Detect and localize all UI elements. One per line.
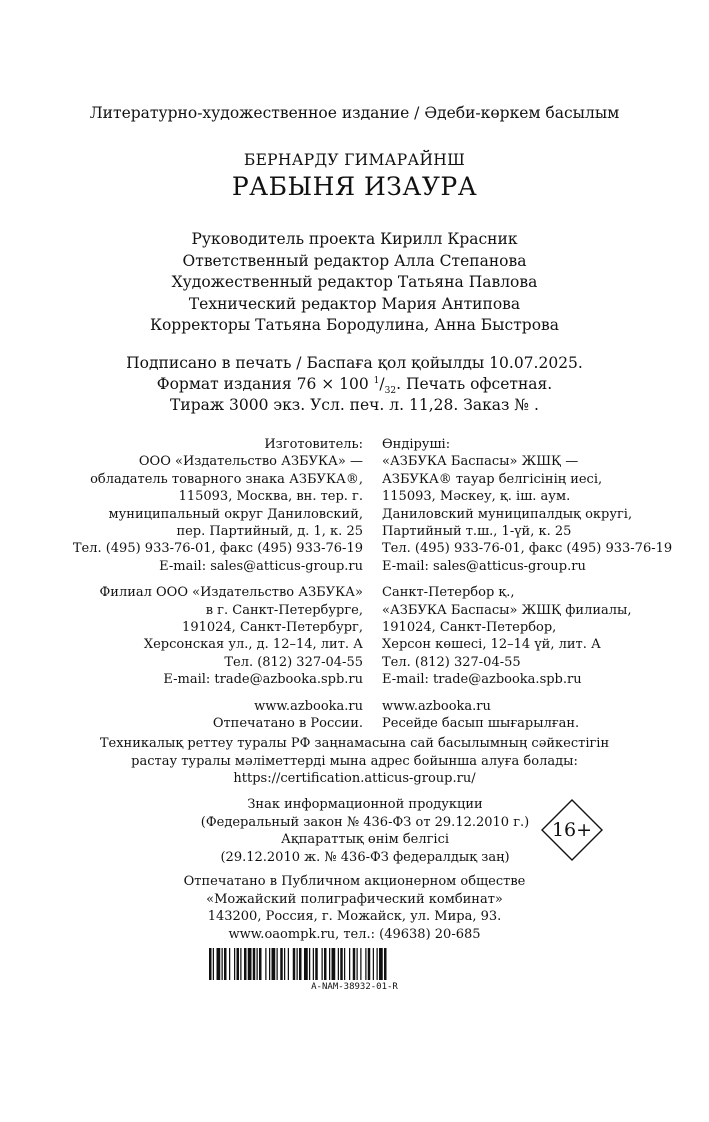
manufacturer-ru-line: E-mail: sales@atticus-group.ru [159,558,363,574]
manufacturer-kz-line: Тел. (495) 933-76-01, факс (495) 933-76-19 [382,541,673,557]
printer-line: «Можайский полиграфический комбинат» [206,891,503,907]
tech-regulation-line: растау туралы мәліметтерді мына адрес бойынша алуға болады: [131,753,578,769]
branch-ru-line: E-mail: trade@azbooka.spb.ru [163,672,363,688]
branch-ru-line: Филиал ООО «Издательство АЗБУКА» [99,585,363,601]
manufacturer-kz-line: 115093, Мәскеу, қ. іш. аум. [382,489,571,505]
info-sign-line: (29.12.2010 ж. № 436-ФЗ федералдық заң) [220,849,510,865]
imprint-kazakh-column [382,436,682,742]
manufacturer-ru-line: пер. Партийный, д. 1, к. 25 [176,524,363,540]
credits-block [0,229,709,337]
manufacturer-kz-line: «АЗБУКА Баспасы» ЖШҚ — [382,454,579,470]
branch-kz-line: «АЗБУКА Баспасы» ЖШҚ филиалы, [382,602,632,618]
format-prefix: Формат издания 76 × 100 [156,375,374,393]
manufacturer-kz [382,436,682,575]
signed-to-print: Подписано в печать / Баспаға қол қойылды 10.07.2025. [126,354,583,372]
branch-ru-line: Тел. (812) 327-04-55 [224,654,363,670]
format-denominator: 32 [384,386,397,397]
manufacturer-ru-line: ООО «Издательство АЗБУКА» — [138,454,363,470]
format-separator: / [379,375,385,393]
print-run: Тираж 3000 экз. Усл. печ. л. 11,28. Заказ № . [170,396,539,414]
credit-art-editor: Художественный редактор Татьяна Павлова [171,273,538,291]
tech-regulation-notice [0,735,709,788]
branch-kz-line: 191024, Санкт-Петербор, [382,620,557,636]
site-kz-printed-in: Ресейде басып шығарылған. [382,716,580,732]
manufacturer-kz-line: E-mail: sales@atticus-group.ru [382,558,586,574]
age-rating-text: 16+ [551,819,593,841]
branch-kz-line: Херсон көшесі, 12–14 үй, лит. А [382,637,601,653]
info-sign-line: Знак информационной продукции [247,797,483,812]
imprint-russian-column [60,436,363,742]
manufacturer-ru-line: 115093, Москва, вн. тер. г. [178,489,363,505]
age-rating-badge [540,798,604,862]
branch-ru-line: Херсонская ул., д. 12–14, лит. А [143,637,363,653]
printer-info [0,873,709,943]
manufacturer-ru-line: муниципальный округ Даниловский, [108,506,363,522]
site-ru-url: www.azbooka.ru [254,698,363,714]
edition-format [0,374,709,395]
manufacturer-ru-line: Изготовитель: [264,437,363,452]
manufacturer-kz-line: Өндіруші: [382,437,451,452]
book-title: РАБЫНЯ ИЗАУРА [231,172,478,201]
branch-kz-line: E-mail: trade@azbooka.spb.ru [382,672,582,688]
printer-line: Отпечатано в Публичном акционерном обществе [183,874,526,889]
edition-type: Литературно-художественное издание / Әдеби-көркем басылым [89,104,620,122]
manufacturer-ru-line: обладатель товарного знака АЗБУКА®, [90,471,363,487]
tech-regulation-line: Техникалық реттеу туралы РФ заңнамасына сай басылымның сәйкестігін [99,736,610,751]
credit-project-lead: Руководитель проекта Кирилл Красник [191,230,518,248]
branch-ru-line: 191024, Санкт-Петербург, [182,620,363,636]
credit-chief-editor: Ответственный редактор Алла Степанова [182,251,527,270]
format-suffix: . Печать офсетная. [396,375,553,393]
site-ru-printed-in: Отпечатано в России. [212,716,363,732]
manufacturer-kz-line: Партийный т.ш., 1-үй, к. 25 [382,524,572,540]
manufacturer-ru-line: Тел. (495) 933-76-01, факс (495) 933-76-19 [72,541,363,557]
manufacturer-kz-line: АЗБУКА® тауар белгісінің иесі, [382,471,603,487]
barcode-label: A-NAM-38932-01-R [311,982,398,992]
printer-line: www.oaompk.ru, тел.: (49638) 20-685 [228,926,481,942]
branch-kz [382,584,682,688]
site-kz [382,698,682,733]
info-product-sign [190,796,540,866]
barcode-icon [209,948,487,980]
format-numerator: 1 [373,375,380,386]
book-author: БЕРНАРДУ ГИМАРАЙНШ [243,151,466,169]
printer-line: 143200, Россия, г. Можайск, ул. Мира, 93. [207,909,502,924]
branch-kz-line: Тел. (812) 327-04-55 [382,654,521,670]
credit-tech-editor: Технический редактор Мария Антипова [188,294,521,313]
info-sign-line: Ақпараттық өнім белгісі [280,832,450,847]
branch-kz-line: Санкт-Петербор қ., [382,585,515,601]
certification-url: https://certification.atticus-group.ru/ [233,771,476,786]
branch-ru [60,584,363,688]
branch-ru-line: в г. Санкт-Петербурге, [205,602,363,618]
site-kz-url: www.azbooka.ru [382,698,491,714]
site-ru [60,698,363,733]
print-info [0,353,709,416]
manufacturer-ru [60,436,363,575]
credit-proofreaders: Корректоры Татьяна Бородулина, Анна Быстрова [149,316,559,334]
info-sign-line: (Федеральный закон № 436-ФЗ от 29.12.2010 г.) [200,814,530,830]
manufacturer-kz-line: Даниловский муниципалдық округі, [382,506,633,522]
